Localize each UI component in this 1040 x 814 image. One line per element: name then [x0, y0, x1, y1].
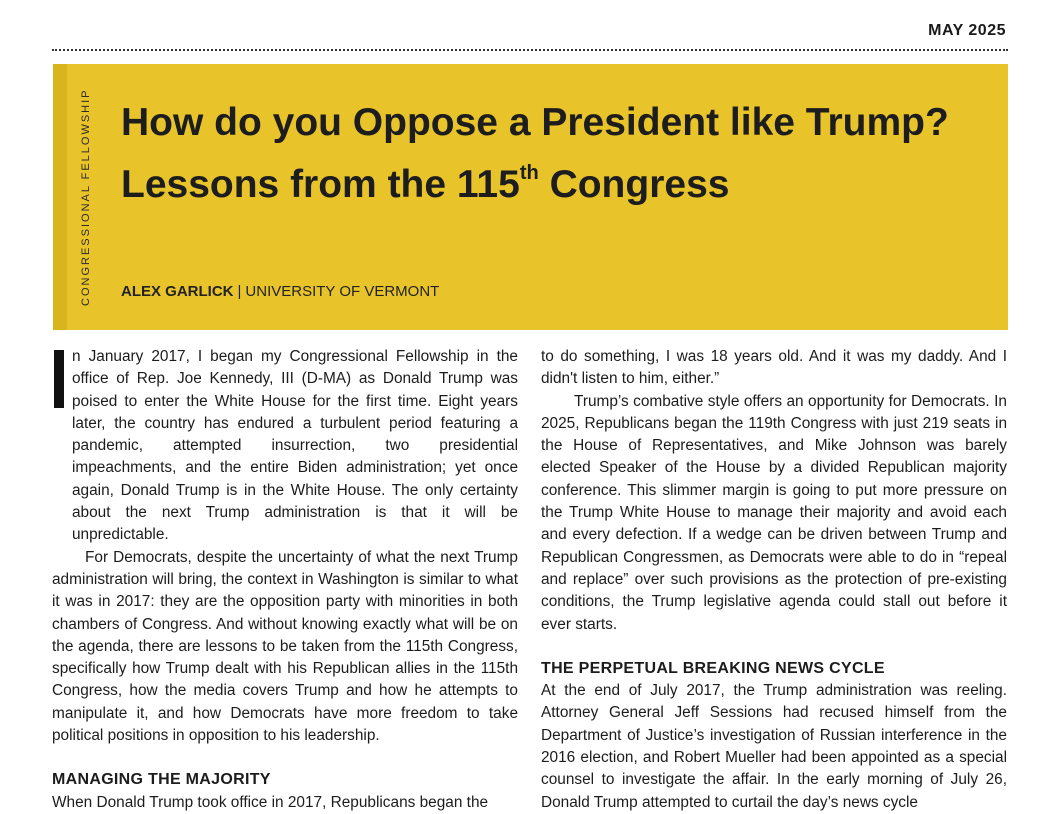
paragraph: At the end of July 2017, the Trump administration was reeling. Attorney General Jeff Sessions had recused himself from the Department of Justice’s investigation of Russian interference in the 2016 election, and Robert Mueller had been appointed as a special counsel to investigate the affair. In the early morning of July 26, Donald Trump attempted to curtail the day’s news cycle	[541, 682, 1007, 811]
paragraph: n January 2017, I began my Congressional Fellowship in the office of Rep. Joe Kennedy, III (D-MA) as Donald Trump was poised to enter the White House for the first time. Eight years later, the country has endured a turbulent period featuring a pandemic, attempted insurrection, two presidential impeachments, and the entire Biden administration; yet once again, Donald Trump is in the White House. The only certainty about the next Trump administration is that it will be unpredictable.	[72, 348, 518, 544]
article-title-end: Congress	[549, 163, 730, 206]
opening-paragraph	[52, 346, 518, 547]
author-affiliation: UNIVERSITY OF VERMONT	[245, 283, 440, 300]
paragraph: For Democrats, despite the uncertainty of what the next Trump administration will bring, the context in Washington is similar to what it was in 2017: they are the opposition party with minorities in both chambers of Congress. And without knowing exactly what will be on the agenda, there are lessons to be taken from the 115th Congress, specifically how Trump dealt with his Republican allies in the 115th Congress, how the media covers Trump and how he attempts to manipulate it, and how Democrats have more freedom to take political positions in opposition to his leadership.	[52, 548, 518, 745]
article-title-main: How do you Oppose a President like Trump? Lessons from the 115	[121, 101, 949, 206]
byline-separator: |	[237, 283, 242, 300]
article-title	[121, 92, 961, 216]
paragraph: Trump’s combative style offers an opportunity for Democrats. In 2025, Republicans began the 119th Congress with just 219 seats in the House of Representatives, and Mike Johnson was barely elected Speaker of the House by a divided Republican majority conference. This slimmer margin is going to put more pressure on the Trump White House to manage their majority and avoid each and every defection. If a wedge can be driven between Trump and Republican Congressmen, as Democrats were able to do in “repeal and replace” over such provisions as the protection of pre-existing conditions, the Trump legislative agenda could stall out before it ever starts.	[541, 392, 1007, 633]
article-column-left	[52, 346, 518, 814]
paragraph: to do something, I was 18 years old. And it was my daddy. And I didn't listen to him, either.”	[541, 348, 1007, 388]
author-name: ALEX GARLICK	[121, 283, 234, 300]
paragraph: When Donald Trump took office in 2017, Republicans began the	[52, 793, 489, 811]
section-heading: MANAGING THE MAJORITY	[52, 771, 271, 789]
byline	[121, 283, 439, 300]
drop-cap	[54, 350, 64, 408]
dotted-divider	[52, 49, 1008, 51]
section-heading: THE PERPETUAL BREAKING NEWS CYCLE	[541, 659, 885, 677]
article-title-superscript: th	[519, 162, 539, 184]
section-label: CONGRESSIONAL FELLOWSHIP	[80, 88, 92, 306]
article-column-right	[541, 346, 1007, 814]
issue-date: MAY 2025	[928, 22, 1006, 39]
banner-stripe	[53, 64, 67, 330]
